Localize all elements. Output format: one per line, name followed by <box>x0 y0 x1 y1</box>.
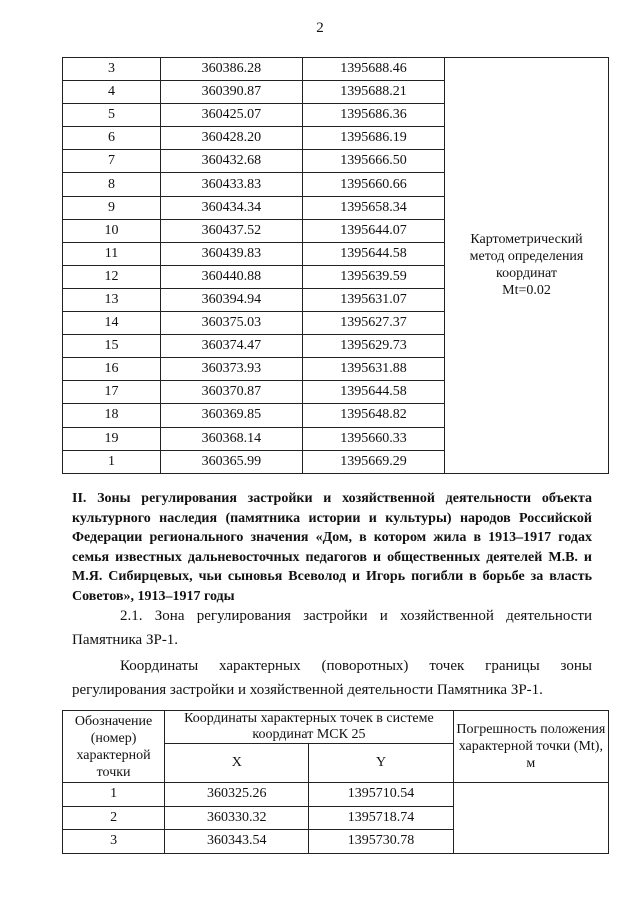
page-number: 2 <box>316 20 324 36</box>
y-coordinate-cell: 1395631.07 <box>302 288 444 311</box>
y-coordinate-cell: 1395660.33 <box>302 427 444 450</box>
x-coordinate-cell: 360368.14 <box>160 427 302 450</box>
x-coordinate-cell: 360394.94 <box>160 288 302 311</box>
point-number-cell: 13 <box>63 288 161 311</box>
point-number-cell: 10 <box>63 219 161 242</box>
x-coordinate-cell: 360425.07 <box>160 104 302 127</box>
paragraph-coordinates-intro <box>72 654 592 702</box>
point-number-cell: 3 <box>63 58 161 81</box>
y-coordinate-cell: 1395688.21 <box>302 81 444 104</box>
x-coordinate-cell: 360343.54 <box>165 830 309 854</box>
point-number-cell: 3 <box>63 830 165 854</box>
paragraph-zone-title <box>72 604 592 652</box>
header-error: Погрешность положения характерной точки (Mt), м <box>453 711 608 783</box>
point-number-cell: 1 <box>63 783 165 807</box>
y-coordinate-cell: 1395644.58 <box>302 242 444 265</box>
y-coordinate-cell: 1395686.36 <box>302 104 444 127</box>
x-coordinate-cell: 360365.99 <box>160 450 302 473</box>
y-coordinate-cell: 1395631.88 <box>302 358 444 381</box>
point-number-cell: 19 <box>63 427 161 450</box>
method-line: координат <box>496 266 558 282</box>
table-row <box>63 783 609 807</box>
method-cell <box>445 58 609 474</box>
section-heading: II. Зоны регулирования застройки и хозяйственной деятельности объекта культурного наследия (памятника истории и культуры) народов Российской Федерации регионального значения «Дом, в котором жила в 1913–1917 годах семья известных дальневосточных педагогов и общественных деятелей М.В. и М.Я. Сибирцевых, чьи сыновья Всеволод и Игорь погибли в борьбе за власть Советов», 1913–1917 годы <box>72 491 592 604</box>
x-coordinate-cell: 360325.26 <box>165 783 309 807</box>
y-coordinate-cell: 1395648.82 <box>302 404 444 427</box>
point-number-cell: 1 <box>63 450 161 473</box>
y-coordinate-cell: 1395658.34 <box>302 196 444 219</box>
y-coordinate-cell: 1395644.07 <box>302 219 444 242</box>
point-number-cell: 11 <box>63 242 161 265</box>
error-cell <box>453 783 608 854</box>
paragraph-zone-title-line-2: Памятника ЗР-1. <box>72 632 179 648</box>
point-number-cell: 17 <box>63 381 161 404</box>
point-number-cell: 4 <box>63 81 161 104</box>
coordinates-table-continued <box>62 57 609 474</box>
header-designation: Обозначение (номер) характерной точки <box>63 711 165 783</box>
y-coordinate-cell: 1395730.78 <box>309 830 453 854</box>
x-coordinate-cell: 360330.32 <box>165 806 309 830</box>
header-x: X <box>165 744 309 783</box>
y-coordinate-cell: 1395639.59 <box>302 265 444 288</box>
header-y: Y <box>309 744 453 783</box>
x-coordinate-cell: 360437.52 <box>160 219 302 242</box>
coordinates-table-zr1 <box>62 710 609 854</box>
y-coordinate-cell: 1395627.37 <box>302 312 444 335</box>
point-number-cell: 7 <box>63 150 161 173</box>
point-number-cell: 15 <box>63 335 161 358</box>
point-number-cell: 12 <box>63 265 161 288</box>
point-number-cell: 18 <box>63 404 161 427</box>
x-coordinate-cell: 360433.83 <box>160 173 302 196</box>
x-coordinate-cell: 360370.87 <box>160 381 302 404</box>
y-coordinate-cell: 1395660.66 <box>302 173 444 196</box>
x-coordinate-cell: 360369.85 <box>160 404 302 427</box>
x-coordinate-cell: 360373.93 <box>160 358 302 381</box>
point-number-cell: 16 <box>63 358 161 381</box>
point-number-cell: 8 <box>63 173 161 196</box>
point-number-cell: 5 <box>63 104 161 127</box>
y-coordinate-cell: 1395718.74 <box>309 806 453 830</box>
method-line: Картометрический <box>470 232 583 248</box>
y-coordinate-cell: 1395629.73 <box>302 335 444 358</box>
point-number-cell: 2 <box>63 806 165 830</box>
x-coordinate-cell: 360434.34 <box>160 196 302 219</box>
point-number-cell: 14 <box>63 312 161 335</box>
x-coordinate-cell: 360440.88 <box>160 265 302 288</box>
x-coordinate-cell: 360432.68 <box>160 150 302 173</box>
paragraph-coordinates-intro-line-1: Координаты характерных (поворотных) точек границы зоны <box>120 658 592 674</box>
header-coordinates: Координаты характерных точек в системе координат МСК 25 <box>165 711 454 744</box>
method-line: Mt=0.02 <box>502 283 551 299</box>
method-line: метод определения <box>469 249 584 265</box>
x-coordinate-cell: 360428.20 <box>160 127 302 150</box>
y-coordinate-cell: 1395710.54 <box>309 783 453 807</box>
table-row <box>63 58 609 81</box>
y-coordinate-cell: 1395686.19 <box>302 127 444 150</box>
point-number-cell: 9 <box>63 196 161 219</box>
x-coordinate-cell: 360386.28 <box>160 58 302 81</box>
point-number-cell: 6 <box>63 127 161 150</box>
y-coordinate-cell: 1395688.46 <box>302 58 444 81</box>
y-coordinate-cell: 1395669.29 <box>302 450 444 473</box>
x-coordinate-cell: 360374.47 <box>160 335 302 358</box>
x-coordinate-cell: 360439.83 <box>160 242 302 265</box>
paragraph-zone-title-line-1: 2.1. Зона регулирования застройки и хозяйственной деятельности <box>120 608 592 624</box>
y-coordinate-cell: 1395666.50 <box>302 150 444 173</box>
x-coordinate-cell: 360390.87 <box>160 81 302 104</box>
paragraph-coordinates-intro-line-2: регулирования застройки и хозяйственной деятельности Памятника ЗР-1. <box>72 682 543 698</box>
y-coordinate-cell: 1395644.58 <box>302 381 444 404</box>
x-coordinate-cell: 360375.03 <box>160 312 302 335</box>
